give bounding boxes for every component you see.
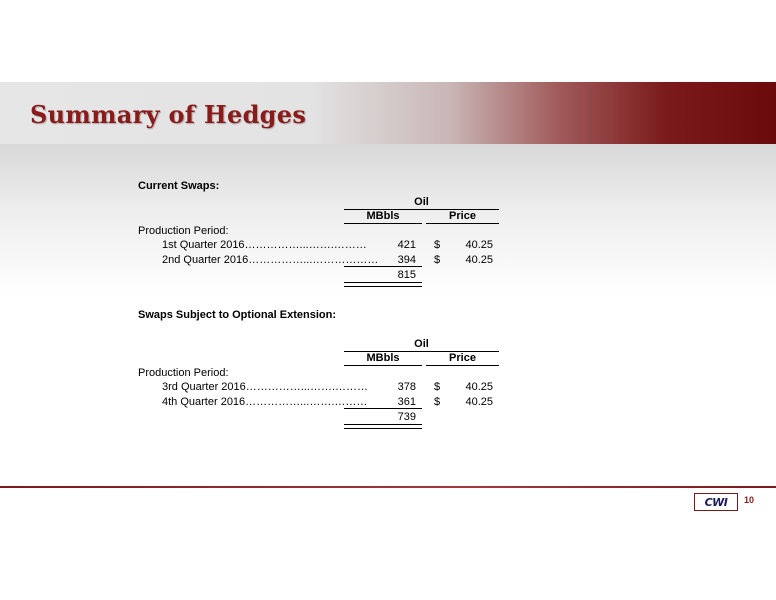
footer-divider bbox=[0, 486, 776, 488]
double-underline bbox=[344, 282, 422, 287]
table-row bbox=[0, 396, 776, 410]
section-heading: Current Swaps: bbox=[138, 180, 220, 192]
period-label: 2nd Quarter 2016……………...……………… bbox=[162, 254, 379, 266]
mbbls-value-cell bbox=[344, 254, 422, 267]
double-underline bbox=[344, 424, 422, 429]
table-row bbox=[0, 254, 776, 268]
oil-group-header: Oil bbox=[344, 338, 499, 352]
period-label: 4th Quarter 2016……………...…….……… bbox=[162, 396, 368, 408]
currency-symbol: $ bbox=[434, 381, 441, 393]
total-cell bbox=[344, 269, 422, 281]
oil-group-header: Oil bbox=[344, 196, 499, 210]
mbbls-column-header: MBbls bbox=[344, 352, 422, 366]
section-heading: Swaps Subject to Optional Extension: bbox=[138, 309, 337, 321]
total-value: 739 bbox=[397, 411, 416, 423]
mbbls-value-cell bbox=[344, 396, 422, 409]
mbbls-value: 378 bbox=[397, 381, 416, 393]
logo-text: CWI bbox=[704, 495, 728, 509]
currency-symbol: $ bbox=[434, 396, 441, 408]
total-cell bbox=[344, 411, 422, 423]
mbbls-value: 421 bbox=[397, 239, 416, 251]
price-column-header: Price bbox=[426, 352, 499, 366]
production-period-label: Production Period: bbox=[138, 225, 229, 237]
page-number: 10 bbox=[744, 495, 755, 505]
table-row bbox=[0, 239, 776, 253]
mbbls-value: 361 bbox=[397, 396, 416, 408]
period-label: 3rd Quarter 2016……………...…….……… bbox=[162, 381, 368, 393]
price-value: 40.25 bbox=[465, 254, 493, 266]
mbbls-column-header: MBbls bbox=[344, 210, 422, 224]
price-column-header: Price bbox=[426, 210, 499, 224]
company-logo bbox=[694, 493, 738, 511]
price-value: 40.25 bbox=[465, 239, 493, 251]
content-background bbox=[0, 144, 776, 484]
currency-symbol: $ bbox=[434, 254, 441, 266]
page-title: Summary of Hedges bbox=[30, 100, 307, 129]
period-label: 1st Quarter 2016……………...…….……… bbox=[162, 239, 367, 251]
total-value: 815 bbox=[397, 269, 416, 281]
price-value: 40.25 bbox=[465, 381, 493, 393]
currency-symbol: $ bbox=[434, 239, 441, 251]
table-row bbox=[0, 381, 776, 395]
mbbls-value: 394 bbox=[397, 254, 416, 266]
production-period-label: Production Period: bbox=[138, 367, 229, 379]
price-value: 40.25 bbox=[465, 396, 493, 408]
